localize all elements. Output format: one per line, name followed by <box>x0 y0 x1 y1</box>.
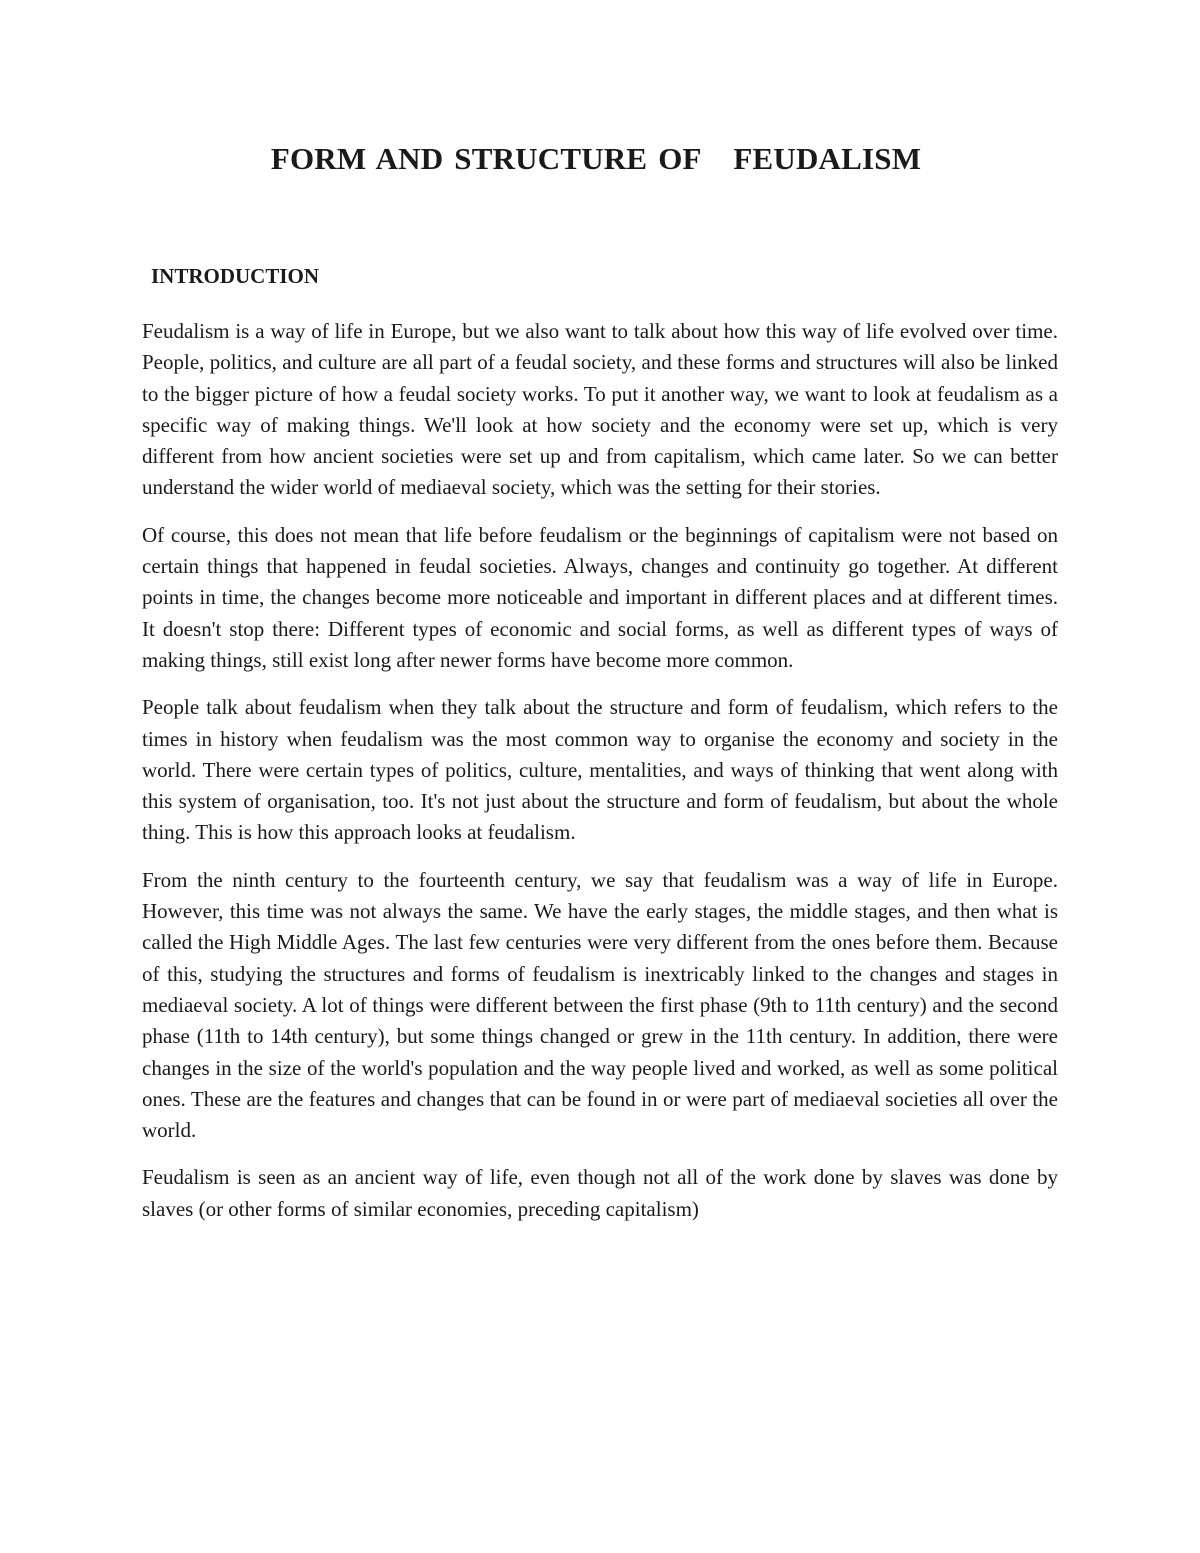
paragraph: People talk about feudalism when they talk about the structure and form of feudalism, which refers to the times in history when feudalism was the most common way to organise the economy and society in the world. There were certain types of politics, culture, mentalities, and ways of thinking that went along with this system of organisation, too. It's not just about the structure and form of feudalism, but about the whole thing. This is how this approach looks at feudalism. <box>142 695 1058 845</box>
paragraph: Feudalism is seen as an ancient way of life, even though not all of the work done by slaves was done by slaves (or other forms of similar economies, preceding capitalism) <box>142 1165 1058 1221</box>
paragraph: Of course, this does not mean that life before feudalism or the beginnings of capitalism were not based on certain things that happened in feudal societies. Always, changes and continuity go together. At different points in time, the changes become more noticeable and important in different places and at different times. It doesn't stop there: Different types of economic and social forms, as well as different types of ways of making things, still exist long after newer forms have become more common. <box>142 522 1058 672</box>
document-title: FORM AND STRUCTURE OF FEUDALISM <box>270 141 922 176</box>
section-body <box>142 316 1058 1241</box>
paragraph: From the ninth century to the fourteenth century, we say that feudalism was a way of life in Europe. However, this time was not always the same. We have the early stages, the middle stages, and then what is called the High Middle Ages. The last few centuries were very different from the ones before them. Because of this, studying the structures and forms of feudalism is inextricably linked to the changes and stages in mediaeval society. A lot of things were different between the first phase (9th to 11th century) and the second phase (11th to 14th century), but some things changed or grew in the 11th century. In addition, there were changes in the size of the world's population and the way people lived and worked, as well as some political ones. These are the features and changes that can be found in or were part of mediaeval societies all over the world. <box>142 867 1058 1143</box>
section-heading-introduction: INTRODUCTION <box>151 264 320 288</box>
paragraph: Feudalism is a way of life in Europe, but we also want to talk about how this way of life evolved over time. People, politics, and culture are all part of a feudal society, and these forms and structures will also be linked to the bigger picture of how a feudal society works. To put it another way, we want to look at feudalism as a specific way of making things. We'll look at how society and the economy were set up, which is very different from how ancient societies were set up and from capitalism, which came later. So we can better understand the wider world of mediaeval society, which was the setting for their stories. <box>142 319 1058 500</box>
